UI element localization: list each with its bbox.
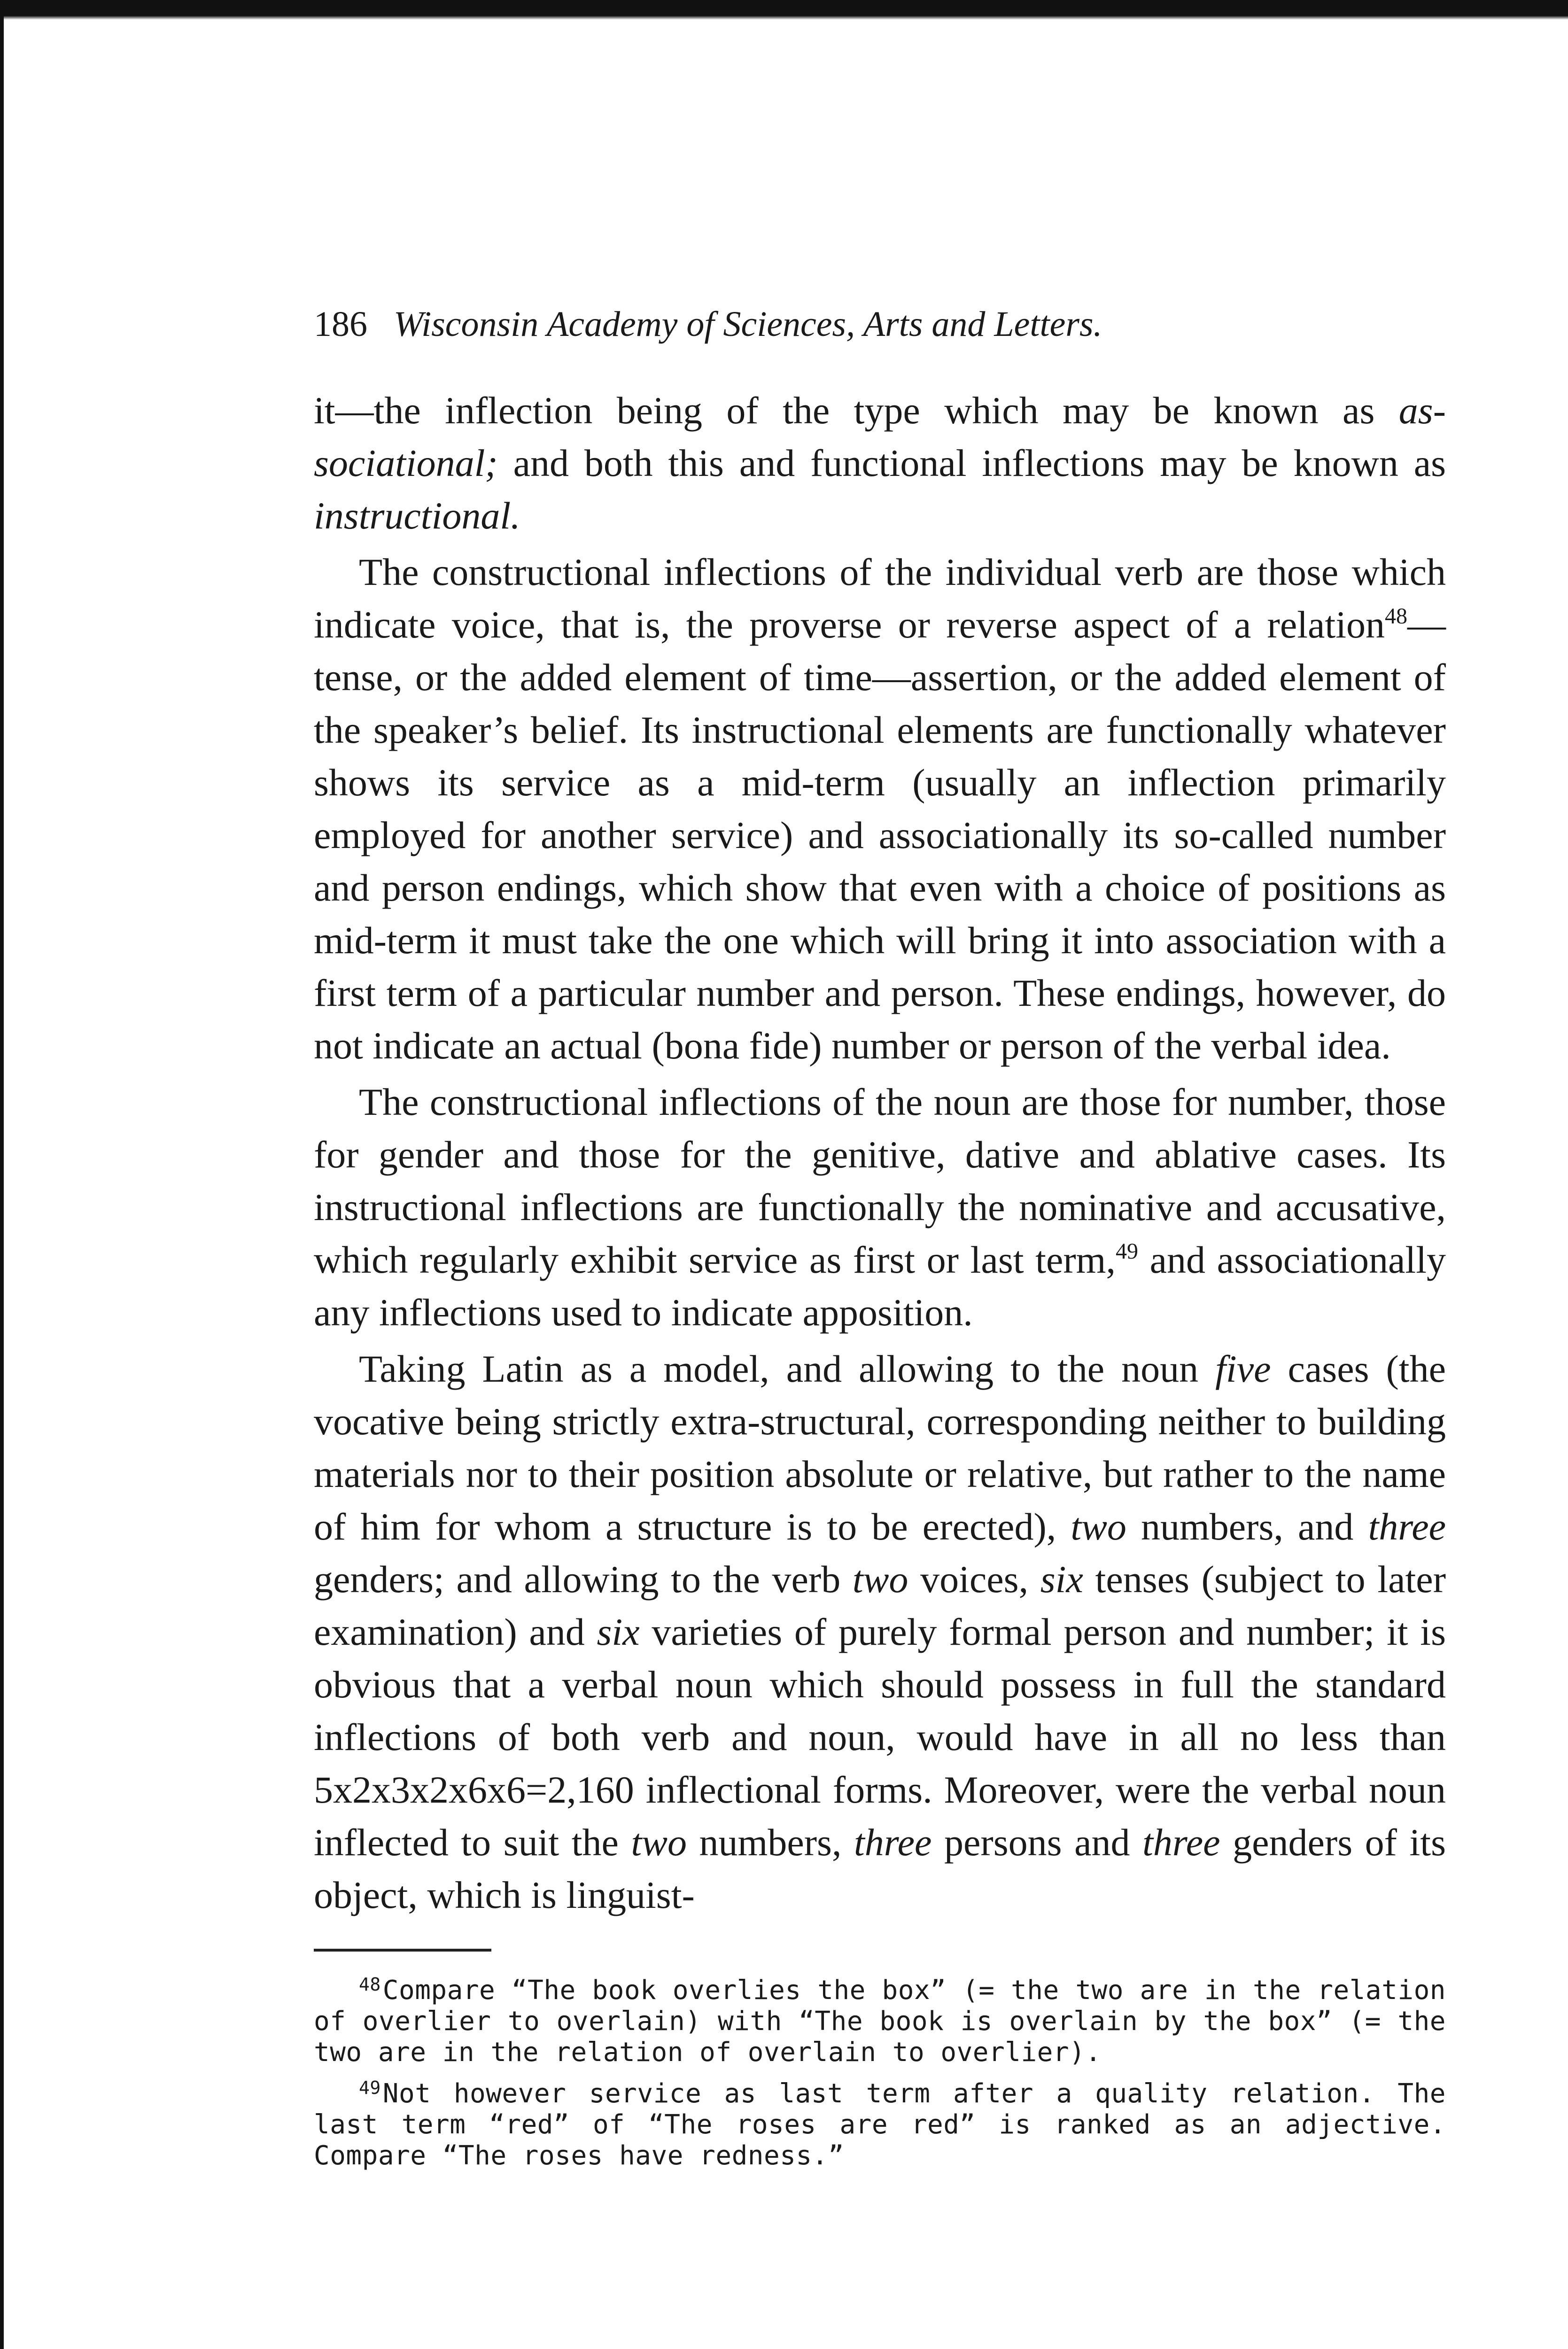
italic-term: instructional. — [314, 494, 520, 537]
italic-term: six — [597, 1610, 640, 1653]
scan-border-left — [0, 0, 4, 2349]
text-run: numbers, — [687, 1821, 854, 1864]
text-run: genders; and allowing to the verb — [314, 1558, 853, 1601]
text-run: The constructional inflections of the noun are those for number, those for gender and those for the genitive, dative and ablative cases. Its instructional inflections are functionally the nominative and accusative, which regularly exhibit service as first or last term, — [314, 1081, 1446, 1281]
text-run: genders of its object, which is linguist- — [314, 1821, 1446, 1916]
footnote-text: Compare “The book overlies the box” (= the two are in the relation of overlier to overlain) with “The book is overlain by the box” (= the two are in the relation of overlain to overlier). — [314, 1975, 1446, 2068]
text-run: it—the inflection being of the type which may be known as — [314, 389, 1399, 432]
italic-term: three — [1368, 1505, 1446, 1548]
running-head — [314, 301, 1446, 348]
italic-term: two — [1071, 1505, 1126, 1548]
italic-term: three — [1142, 1821, 1220, 1864]
footnote-rule — [314, 1949, 491, 1952]
text-run: persons and — [931, 1821, 1143, 1864]
paragraph-3 — [314, 1076, 1446, 1339]
paragraph-1 — [314, 384, 1446, 542]
body-text — [314, 384, 1446, 1921]
text-run: numbers, and — [1126, 1505, 1368, 1548]
page-content — [314, 301, 1446, 2182]
footnote-text: Not however service as last term after a quality relation. The last term “red” of “The roses are red” is ranked as an adjective. Compare “The roses have redness.” — [314, 2078, 1446, 2171]
text-run: voices, — [908, 1558, 1040, 1601]
paragraph-4 — [314, 1343, 1446, 1921]
italic-term: two — [852, 1558, 908, 1601]
text-run: and associationally any inflections used to indicate apposition. — [314, 1238, 1446, 1334]
footnote-49 — [314, 2078, 1446, 2171]
text-run: tenses (subject to later examination) and — [314, 1558, 1446, 1653]
footnote-number: 49 — [359, 2077, 381, 2098]
text-run: The constructional inflections of the individual verb are those which indicate voice, that is, the proverse or reverse aspect of a relation — [314, 551, 1446, 646]
paragraph-2 — [314, 546, 1446, 1072]
text-run: cases (the vocative being strictly extra-structural, corresponding neither to building materials nor to their position absolute or relative, but rather to the name of him for whom a structure is to be erected), — [314, 1347, 1446, 1548]
italic-term: five — [1215, 1347, 1271, 1390]
footnote-number: 48 — [359, 1974, 381, 1995]
italic-term: two — [631, 1821, 687, 1864]
footnote-48 — [314, 1975, 1446, 2068]
italic-term: six — [1040, 1558, 1083, 1601]
text-run: —tense, or the added element of time—assertion, or the added element of the speaker’s belief. Its instructional elements are functionally whatever shows its service as a mid-term (usually an inflection primarily employed for another service) and associationally its so-called number and person endings, which show that even with a choice of positions as mid-term it must take the one which will bring it into association with a first term of a particular number and person. These endings, however, do not indicate an actual (bona fide) number or person of the verbal idea. — [314, 603, 1446, 1067]
footnotes — [314, 1975, 1446, 2171]
footnote-ref[interactable]: 49 — [1115, 1239, 1138, 1264]
text-run: varieties of purely formal person and number; it is obvious that a verbal noun which should possess in full the standard inflections of both verb and noun, would have in all no less than 5x2x3x2x6x6=2,160 inflectional forms. Moreover, were the verbal noun inflected to suit the — [314, 1610, 1446, 1864]
scan-border-shadow — [0, 16, 1568, 20]
scan-border-top — [0, 0, 1568, 16]
italic-term: associational; — [314, 389, 1446, 484]
text-run: Taking Latin as a model, and allowing to the noun — [359, 1347, 1216, 1390]
footnote-ref[interactable]: 48 — [1385, 604, 1407, 629]
text-run: and both this and functional inflections may be known as — [497, 442, 1446, 484]
journal-title: Wisconsin Academy of Sciences, Arts and Letters. — [394, 304, 1102, 344]
italic-term: three — [854, 1821, 932, 1864]
page-number: 186 — [314, 304, 367, 344]
